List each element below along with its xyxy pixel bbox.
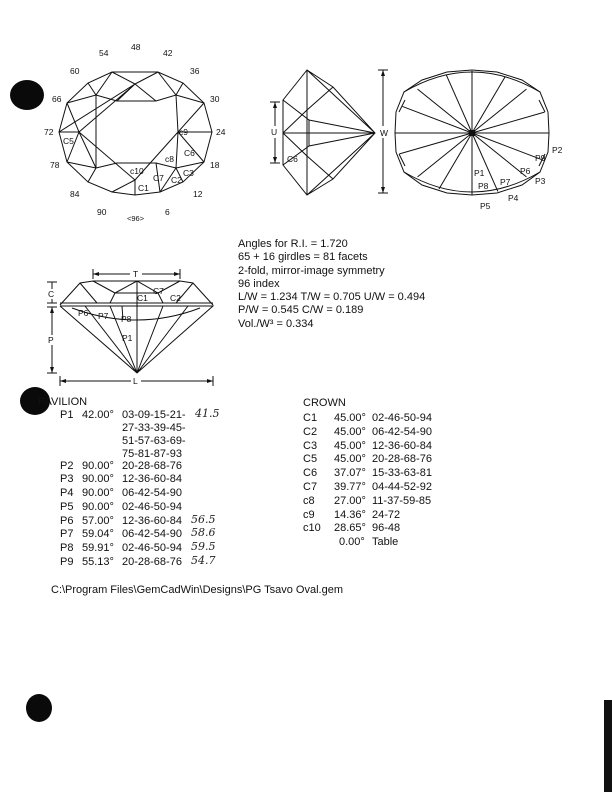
facet-c8: c8	[165, 154, 174, 164]
facet-p1: P1	[474, 168, 485, 178]
side-view	[270, 70, 388, 195]
facet-name: C3	[303, 439, 318, 452]
facet-name: C1	[303, 412, 318, 424]
facet-name: P3	[60, 473, 74, 485]
facet-angle: 45.00°	[334, 412, 366, 424]
info-line: 2-fold, mirror-image symmetry	[238, 264, 385, 277]
crown-view	[44, 42, 226, 223]
facet-index: 15-33-63-81	[372, 467, 432, 480]
index-48: 48	[131, 42, 141, 52]
index-96: <96>	[127, 214, 145, 223]
index-90: 90	[97, 207, 107, 217]
pavilion-facet-line	[418, 89, 472, 133]
facet-angle: 45.00°	[334, 453, 366, 466]
facet-angle: 90.00°	[82, 501, 114, 513]
index-6: 6	[165, 207, 170, 217]
info-line: 96 index	[238, 277, 280, 290]
crown-title: CROWN	[303, 397, 346, 409]
facet-name: c8	[303, 494, 315, 507]
facet-index: 12-36-60-84	[122, 473, 182, 485]
facet-c7: C7	[153, 173, 164, 183]
facet-p9: P9	[535, 153, 546, 163]
facet-c6: C6	[184, 148, 195, 158]
facet-p2: P2	[552, 145, 563, 155]
index-36: 36	[190, 66, 200, 76]
dim-c: C	[48, 289, 55, 299]
dim-p: P	[48, 335, 54, 345]
facet-angle: 27.00°	[334, 494, 366, 507]
facet-angle: 45.00°	[334, 439, 366, 452]
facet-p7-profile: P7	[98, 311, 109, 321]
info-line: 65 + 16 girdles = 81 facets	[238, 251, 368, 264]
facet-c10: c10	[130, 166, 144, 176]
index-84: 84	[70, 189, 80, 199]
dim-l: L	[133, 376, 138, 386]
index-30: 30	[210, 94, 220, 104]
facet-index: 11-37-59-85	[372, 494, 432, 507]
facet-angle: 28.65°	[334, 522, 366, 535]
facet-c1: C1	[138, 183, 149, 193]
facet-p7: P7	[500, 177, 511, 187]
facet-angle: 14.36°	[334, 508, 366, 521]
facet-angle: 59.04°	[82, 528, 114, 540]
info-line: P/W = 0.545 C/W = 0.189	[238, 304, 364, 317]
index-78: 78	[50, 160, 60, 170]
facet-p1-profile: P1	[122, 333, 133, 343]
facet-name: C2	[303, 425, 318, 438]
facet-index: 02-46-50-94	[372, 412, 432, 424]
info-line: L/W = 1.234 T/W = 0.705 U/W = 0.494	[238, 291, 426, 304]
facet-index: 06-42-54-90	[372, 425, 432, 438]
dim-u: U	[271, 127, 278, 137]
facet-angle: 55.13°	[82, 556, 114, 568]
facet-name: P8	[60, 542, 74, 554]
facet-index: 96-48	[372, 522, 401, 535]
handwritten-angle-note: 59.5	[191, 540, 216, 553]
facet-index: 02-46-50-94	[122, 542, 182, 554]
facet-angle: 0.00°	[339, 536, 365, 549]
facet-index: 12-36-60-84	[372, 439, 432, 452]
index-60: 60	[70, 66, 80, 76]
facet-c5: C5	[63, 136, 74, 146]
facet-name: P5	[60, 501, 74, 513]
facet-angle: 90.00°	[82, 460, 114, 472]
facet-p5: P5	[480, 201, 491, 211]
facet-index: 27-33-39-45-	[122, 422, 186, 434]
facet-name: C7	[303, 481, 318, 493]
facet-index: 20-28-68-76	[122, 460, 182, 472]
facet-c2: C2	[171, 175, 182, 185]
facet-name: c9	[303, 508, 315, 521]
facet-name: C6	[303, 467, 318, 480]
design-info	[238, 238, 425, 331]
facet-angle: 42.00°	[82, 409, 114, 421]
facet-p6-profile: P6	[78, 308, 89, 318]
facet-angle: 39.77°	[334, 481, 366, 493]
index-72: 72	[44, 127, 54, 137]
file-path: C:\Program Files\GemCadWin\Designs\PG Tsavo Oval.gem	[51, 584, 343, 596]
facet-name: P1	[60, 409, 74, 421]
facet-index: Table	[372, 536, 399, 549]
dim-t: T	[133, 269, 139, 279]
facet-c7-profile: C7	[153, 286, 164, 296]
facet-angle: 90.00°	[82, 473, 114, 485]
facet-name: P6	[60, 515, 74, 527]
handwritten-angle-note: 54.7	[191, 554, 216, 567]
facet-name: P9	[60, 556, 74, 568]
facet-name: P7	[60, 528, 74, 540]
facet-c6-side: C6	[287, 154, 298, 164]
facet-index: 12-36-60-84	[122, 515, 182, 527]
pavilion-view	[395, 70, 563, 211]
facet-name: P4	[60, 487, 74, 499]
facet-index: 20-28-68-76	[372, 453, 432, 466]
facet-p8: P8	[478, 181, 489, 191]
facet-name: P2	[60, 460, 74, 472]
index-42: 42	[163, 48, 173, 58]
facet-name: c10	[303, 522, 321, 535]
facet-index: 24-72	[372, 508, 401, 521]
facet-index: 06-42-54-90	[122, 528, 182, 540]
facet-angle: 57.00°	[82, 515, 114, 527]
facet-name: C5	[303, 453, 318, 466]
facet-index: 04-44-52-92	[372, 481, 432, 493]
facet-index: 75-81-87-93	[122, 448, 182, 460]
facet-c9: c9	[179, 127, 188, 137]
handwritten-angle-note: 56.5	[191, 513, 216, 526]
facet-angle: 37.07°	[334, 467, 366, 480]
facet-c1-profile: C1	[137, 293, 148, 303]
facet-p4: P4	[508, 193, 519, 203]
facet-index: 20-28-68-76	[122, 556, 182, 568]
handwritten-angle-note: 41.5	[195, 407, 220, 420]
pavilion-facet-line	[472, 89, 526, 133]
facet-p8-profile: P8	[121, 314, 132, 324]
pavilion-title: PAVILION	[38, 396, 88, 408]
index-18: 18	[210, 160, 220, 170]
facet-p3: P3	[535, 176, 546, 186]
info-line: Vol./W³ = 0.334	[238, 317, 314, 330]
index-12: 12	[193, 189, 203, 199]
index-66: 66	[52, 94, 62, 104]
profile-view	[47, 268, 213, 386]
facet-c3: C3	[183, 168, 194, 178]
facet-index: 03-09-15-21-	[122, 409, 186, 421]
index-24: 24	[216, 127, 226, 137]
pavilion-facet-line	[418, 133, 472, 177]
handwritten-angle-note: 58.6	[191, 526, 216, 539]
facet-angle: 90.00°	[82, 487, 114, 499]
facet-index: 06-42-54-90	[122, 487, 182, 499]
facet-angle: 59.91°	[82, 542, 114, 554]
facet-index: 02-46-50-94	[122, 501, 182, 513]
facet-index: 51-57-63-69-	[122, 435, 186, 447]
facet-angle: 45.00°	[334, 425, 366, 438]
info-line: Angles for R.I. = 1.720	[238, 238, 348, 250]
dim-w: W	[380, 128, 389, 138]
index-54: 54	[99, 48, 109, 58]
facet-p6: P6	[520, 166, 531, 176]
facet-c2-profile: C2	[170, 293, 181, 303]
